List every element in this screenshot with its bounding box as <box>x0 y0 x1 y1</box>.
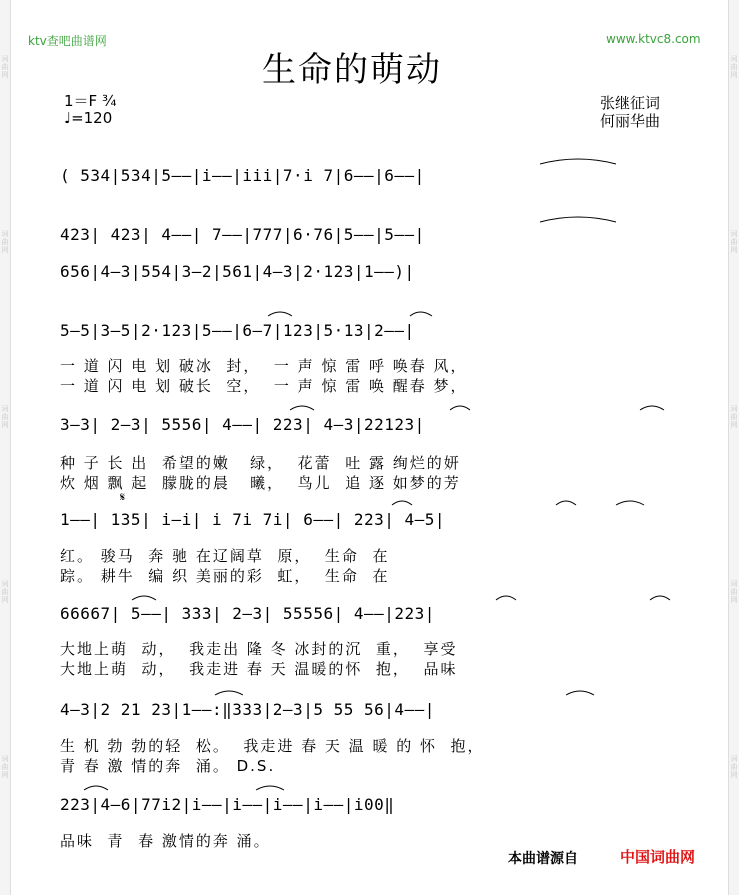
slur-arc <box>215 691 243 695</box>
key-signature: 1＝F ¾ <box>64 92 117 110</box>
music-line-2: 423| 423| 4——| 7——|777|6·76|5——|5——| <box>60 225 425 244</box>
side-watermark: 词曲网 <box>1 755 9 779</box>
side-watermark: 词曲网 <box>730 580 738 604</box>
slur-arc <box>556 501 576 505</box>
music-line-3: 656|4—3|554|3—2|561|4—3|2·123|1——)| <box>60 262 415 281</box>
slur-arc <box>268 312 292 316</box>
brand-logo-text[interactable]: 中国词曲网 <box>620 848 696 866</box>
music-line-9: 223|4—6|77i2|i——|i——|i——|i——|i00‖ <box>60 795 395 814</box>
slur-arc <box>650 596 670 600</box>
left-watermark-strip <box>0 0 11 895</box>
side-watermark: 词曲网 <box>730 230 738 254</box>
music-line-5: 3—3| 2—3| 5556| 4——| 223| 4—3|22123| <box>60 415 425 434</box>
song-title: 生命的萌动 <box>262 50 442 90</box>
side-watermark: 词曲网 <box>1 580 9 604</box>
slur-arc <box>256 786 284 790</box>
lyric-line: 生 机 勃 勃的轻 松。 我走进 春 天 温 暖 的 怀 抱， <box>60 737 485 755</box>
slur-arc <box>290 406 314 410</box>
music-line-4: 5—5|3—5|2·123|5——|6—7|123|5·13|2——| <box>60 321 415 340</box>
tempo-marking: ♩=120 <box>64 109 113 127</box>
slur-arc <box>540 159 616 164</box>
lyric-line: 大地上萌 动， 我走出 隆 冬 冰封的沉 重， 享受 <box>60 640 458 658</box>
side-watermark: 词曲网 <box>730 405 738 429</box>
site-name-left[interactable]: ktv查吧曲谱网 <box>28 34 107 48</box>
lyric-line: 炊 烟 飘 起 朦胧的晨 曦， 鸟儿 追 逐 如梦的芳 <box>60 474 461 492</box>
slur-arc <box>496 596 516 600</box>
music-line-1: ( 534|534|5——|i——|iii|7·i 7|6——|6——| <box>60 166 425 185</box>
music-line-6: 1——| 135| i—i| i 7i 7i| 6——| 223| 4—5| <box>60 510 446 529</box>
slur-arc <box>640 406 664 410</box>
slur-arc <box>450 406 470 410</box>
slur-arc <box>566 691 594 695</box>
lyric-line: 一 道 闪 电 划 破长 空， 一 声 惊 雷 唤 醒春 梦， <box>60 377 468 395</box>
slur-arc <box>132 596 156 600</box>
slur-arc <box>616 501 644 505</box>
music-line-8: 4—3|2 21 23|1——:‖333|2—3|5 55 56|4——| <box>60 700 435 719</box>
side-watermark: 词曲网 <box>1 230 9 254</box>
lyric-line: 红。 骏马 奔 驰 在辽阔草 原， 生命 在 <box>60 547 390 565</box>
lyric-line: 种 子 长 出 希望的嫩 绿， 花蕾 吐 露 绚烂的妍 <box>60 454 461 472</box>
segno-sign: 𝄋 <box>120 490 126 504</box>
slur-arc <box>410 312 432 316</box>
lyricist-credit: 张继征词 <box>600 94 661 112</box>
side-watermark: 词曲网 <box>1 55 9 79</box>
lyric-line: 品味 青 春 激情的奔 涌。 <box>60 832 271 850</box>
source-label: 本曲谱源自 <box>508 851 578 867</box>
lyric-line: 踪。 耕牛 编 织 美丽的彩 虹， 生命 在 <box>60 567 390 585</box>
lyric-line: 大地上萌 动， 我走进 春 天 温暖的怀 抱， 品味 <box>60 660 458 678</box>
site-url-right[interactable]: www.ktvc8.com <box>606 32 701 46</box>
music-line-7: 66667| 5——| 333| 2—3| 55556| 4——|223| <box>60 604 435 623</box>
side-watermark: 词曲网 <box>730 55 738 79</box>
side-watermark: 词曲网 <box>1 405 9 429</box>
slur-arc <box>392 501 412 505</box>
slur-arc <box>540 217 616 222</box>
composer-credit: 何丽华曲 <box>600 112 661 130</box>
right-watermark-strip <box>728 0 739 895</box>
side-watermark: 词曲网 <box>730 755 738 779</box>
lyric-line: 青 春 激 情的奔 涌。 D.S. <box>60 757 276 775</box>
lyric-line: 一 道 闪 电 划 破冰 封， 一 声 惊 雷 呼 唤春 风， <box>60 357 468 375</box>
slur-arc <box>84 786 108 790</box>
